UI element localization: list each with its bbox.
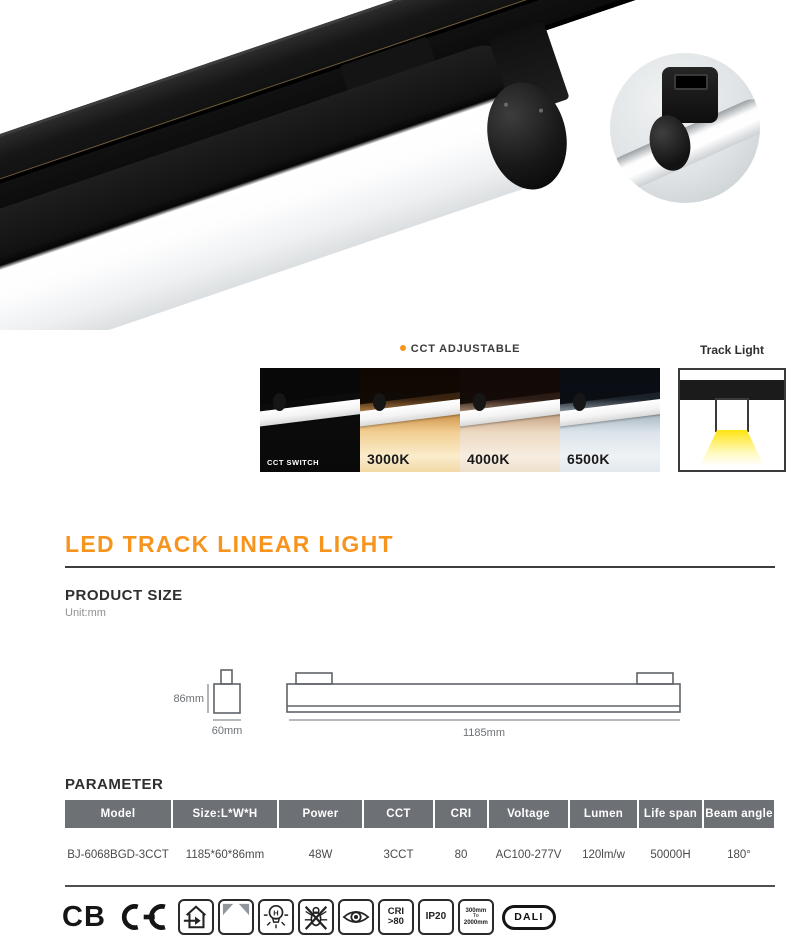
col-lumen: Lumen <box>570 800 637 828</box>
track-light-title: Track Light <box>699 343 764 357</box>
bulb-letter: H <box>273 908 279 918</box>
divider <box>65 566 775 568</box>
col-voltage: Voltage <box>489 800 568 828</box>
distance-line1: 300mm <box>465 907 487 914</box>
height-label: 86mm <box>173 693 204 705</box>
diagram-track-bar <box>680 380 784 400</box>
unit-label: Unit:mm <box>65 607 106 619</box>
product-size-heading: PRODUCT SIZE <box>65 587 183 604</box>
width-label: 60mm <box>211 725 243 737</box>
value-size: 1185*60*86mm <box>185 849 265 861</box>
hero-product-photo <box>0 0 800 330</box>
cri-line2: >80 <box>387 916 404 927</box>
dimension-drawing <box>150 632 710 762</box>
diagram-light-beam <box>698 430 766 466</box>
halogen-bulb-icon <box>258 899 294 935</box>
ce-mark-icon <box>114 903 170 931</box>
col-cct: CCT <box>364 800 433 828</box>
side-view-adapter-right <box>637 673 673 684</box>
end-view <box>214 684 240 713</box>
length-label: 1185mm <box>463 727 505 739</box>
indoor-use-icon <box>178 899 214 935</box>
col-power: Power <box>279 800 362 828</box>
cct-panel-strip <box>260 368 660 472</box>
distance-line2: To <box>473 913 479 920</box>
distance-line3: 2000mm <box>463 919 488 926</box>
panel-mount-knob <box>473 393 486 411</box>
col-model: Model <box>65 800 171 828</box>
cct-panel-6500k <box>560 368 660 472</box>
eye-protection-icon <box>338 899 374 935</box>
cct-adjustable-label: CCT ADJUSTABLE <box>410 343 521 355</box>
cri-badge <box>378 899 414 935</box>
value-lifespan: 50000H <box>650 849 691 861</box>
panel-label: 3000K <box>367 451 410 467</box>
end-view-tab <box>221 670 232 684</box>
certification-row <box>62 895 556 939</box>
side-view <box>287 684 680 712</box>
ip-rating: IP20 <box>425 910 447 922</box>
col-beam-angle: Beam angle <box>704 800 774 828</box>
col-lifespan: Life span <box>639 800 702 828</box>
detail-inset-circle <box>610 53 760 203</box>
value-power: 48W <box>308 849 333 861</box>
page-title: LED TRACK LINEAR LIGHT <box>65 531 394 557</box>
parameter-heading: PARAMETER <box>65 776 164 793</box>
track-light-diagram <box>678 368 786 472</box>
value-cri: 80 <box>454 849 468 861</box>
panel-mount-knob <box>573 393 586 411</box>
ip20-badge <box>418 899 454 935</box>
cct-panel-4000k <box>460 368 560 472</box>
panel-label: 6500K <box>567 451 610 467</box>
parameter-table-header <box>65 800 775 828</box>
no-insects-icon <box>298 899 334 935</box>
col-cri: CRI <box>435 800 487 828</box>
value-model: BJ-6068BGD-3CCT <box>67 849 169 861</box>
panel-label: CCT SWITCH <box>267 458 320 467</box>
screw-icon <box>504 102 509 107</box>
divider <box>65 885 775 887</box>
value-lumen: 120lm/w <box>582 849 625 861</box>
cct-adjustable-heading <box>260 343 660 355</box>
cb-mark: CB <box>62 900 106 933</box>
cct-panel-switch <box>260 368 360 472</box>
panel-label: 4000K <box>467 451 510 467</box>
dali-logo: DALI <box>502 905 556 930</box>
col-size: Size:L*W*H <box>173 800 277 828</box>
panel-mount-knob <box>373 393 386 411</box>
side-view-adapter-left <box>296 673 332 684</box>
value-voltage: AC100-277V <box>495 849 562 861</box>
cri-line1: CRI <box>387 905 405 917</box>
mounting-distance-badge <box>458 899 494 935</box>
panel-mount-knob <box>273 393 286 411</box>
diagram-lamp <box>715 398 749 432</box>
ceiling-mount-icon <box>218 899 254 935</box>
parameter-table-row <box>65 844 775 866</box>
bullet-icon <box>400 345 406 351</box>
cct-switch-slot <box>674 74 708 90</box>
cct-panel-3000k <box>360 368 460 472</box>
value-beam-angle: 180° <box>727 849 751 861</box>
value-cct: 3CCT <box>383 849 414 861</box>
screw-icon <box>539 108 544 113</box>
